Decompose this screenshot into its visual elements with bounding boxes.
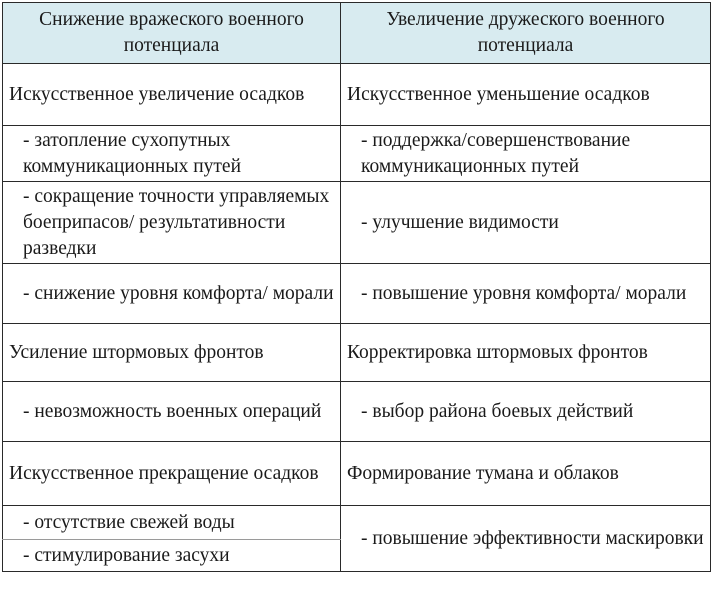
table-row xyxy=(3,182,711,264)
header-cell-reduce-enemy: Снижение вражеского военного потенциала xyxy=(3,3,341,64)
table-cell: - затопление сухопутных коммуникационных путей xyxy=(3,126,341,182)
table-cell: Искусственное увеличение осадков xyxy=(3,64,341,126)
table-cell: Формирование тумана и облаков xyxy=(341,442,711,506)
header-cell-increase-friendly: Увеличение дружеского военного потенциала xyxy=(341,3,711,64)
table-cell: - выбор района боевых действий xyxy=(341,382,711,442)
table-cell: - повышение эффективности маскировки xyxy=(341,506,711,572)
table-cell: - улучшение видимости xyxy=(341,182,711,264)
table-row xyxy=(3,64,711,126)
weather-modification-table xyxy=(2,2,711,572)
table-cell: - стимулирование засухи xyxy=(3,540,341,572)
table-cell: - поддержка/совершенствование коммуникационных путей xyxy=(341,126,711,182)
table-row xyxy=(3,506,711,540)
table-row xyxy=(3,264,711,324)
table-cell: - снижение уровня комфорта/ морали xyxy=(3,264,341,324)
table-cell: - невозможность военных операций xyxy=(3,382,341,442)
table-cell: - повышение уровня комфорта/ морали xyxy=(341,264,711,324)
table-row xyxy=(3,442,711,506)
table-cell: Усиление штормовых фронтов xyxy=(3,324,341,382)
table-cell: - отсутствие свежей воды xyxy=(3,506,341,540)
table-cell: Искусственное уменьшение осадков xyxy=(341,64,711,126)
table-cell: Корректировка штормовых фронтов xyxy=(341,324,711,382)
table-header-row xyxy=(3,3,711,64)
table-cell: Искусственное прекращение осадков xyxy=(3,442,341,506)
table-cell: - сокращение точности управляемых боеприпасов/ результативности разведки xyxy=(3,182,341,264)
table-row xyxy=(3,324,711,382)
table-row xyxy=(3,382,711,442)
table-row xyxy=(3,126,711,182)
